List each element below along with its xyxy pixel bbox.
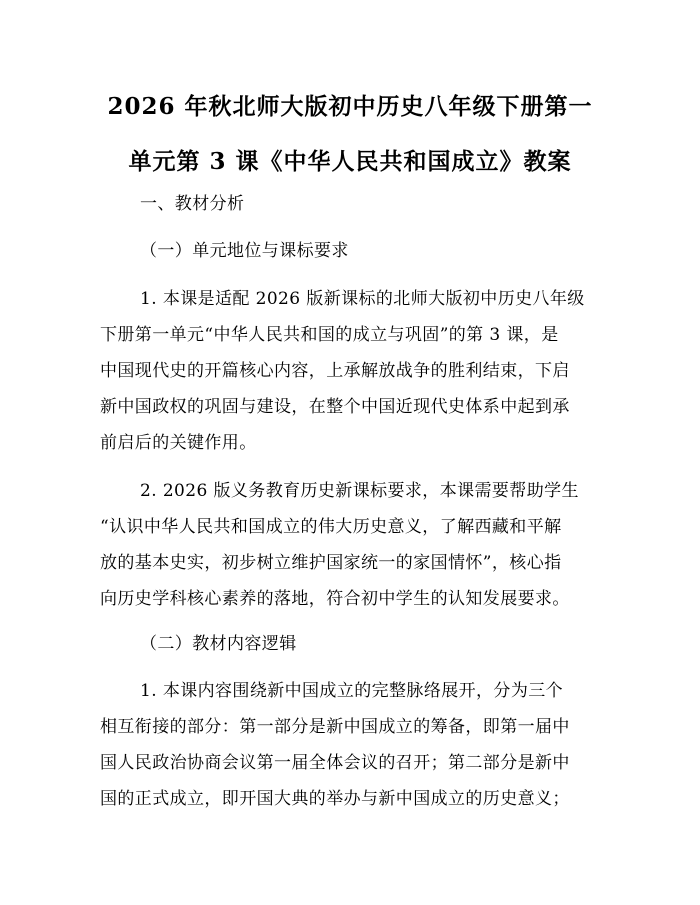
subsection-heading-2: （二）教材内容逻辑: [140, 634, 297, 654]
document-title-line-1: 2026 年秋北师大版初中历史八年级下册第一: [107, 93, 593, 120]
section-heading: 一、教材分析: [140, 194, 245, 214]
paragraph-2-line-2: “认识中华人民共和国成立的伟大历史意义，了解西藏和平解: [100, 517, 562, 537]
paragraph-1-line-2: 下册第一单元“中华人民共和国的成立与巩固”的第 3 课，是: [100, 325, 559, 345]
subsection-heading-1: （一）单元地位与课标要求: [140, 241, 349, 261]
paragraph-1-line-4: 新中国政权的巩固与建设，在整个中国近现代史体系中起到承: [100, 397, 570, 417]
paragraph-2-line-3: 放的基本史实，初步树立维护国家统一的家国情怀”，核心指: [100, 553, 562, 573]
paragraph-2-line-1: 2. 2026 版义务教育历史新课标要求，本课需要帮助学生: [140, 481, 579, 501]
paragraph-1-line-1: 1. 本课是适配 2026 版新课标的北师大版初中历史八年级: [140, 289, 585, 309]
document-title-line-2: 单元第 3 课《中华人民共和国成立》教案: [128, 148, 572, 175]
paragraph-3-line-2: 相互衔接的部分：第一部分是新中国成立的筹备，即第一届中: [100, 717, 570, 737]
paragraph-1-line-3: 中国现代史的开篇核心内容，上承解放战争的胜利结束，下启: [100, 361, 570, 381]
paragraph-2-line-4: 向历史学科核心素养的落地，符合初中学生的认知发展要求。: [100, 589, 570, 609]
paragraph-3-line-1: 1. 本课内容围绕新中国成立的完整脉络展开，分为三个: [140, 681, 564, 701]
paragraph-1-line-5: 前启后的关键作用。: [100, 433, 257, 453]
paragraph-3-line-3: 国人民政治协商会议第一届全体会议的召开；第二部分是新中: [100, 753, 570, 773]
paragraph-3-line-4: 国的正式成立，即开国大典的举办与新中国成立的历史意义；: [100, 789, 570, 809]
